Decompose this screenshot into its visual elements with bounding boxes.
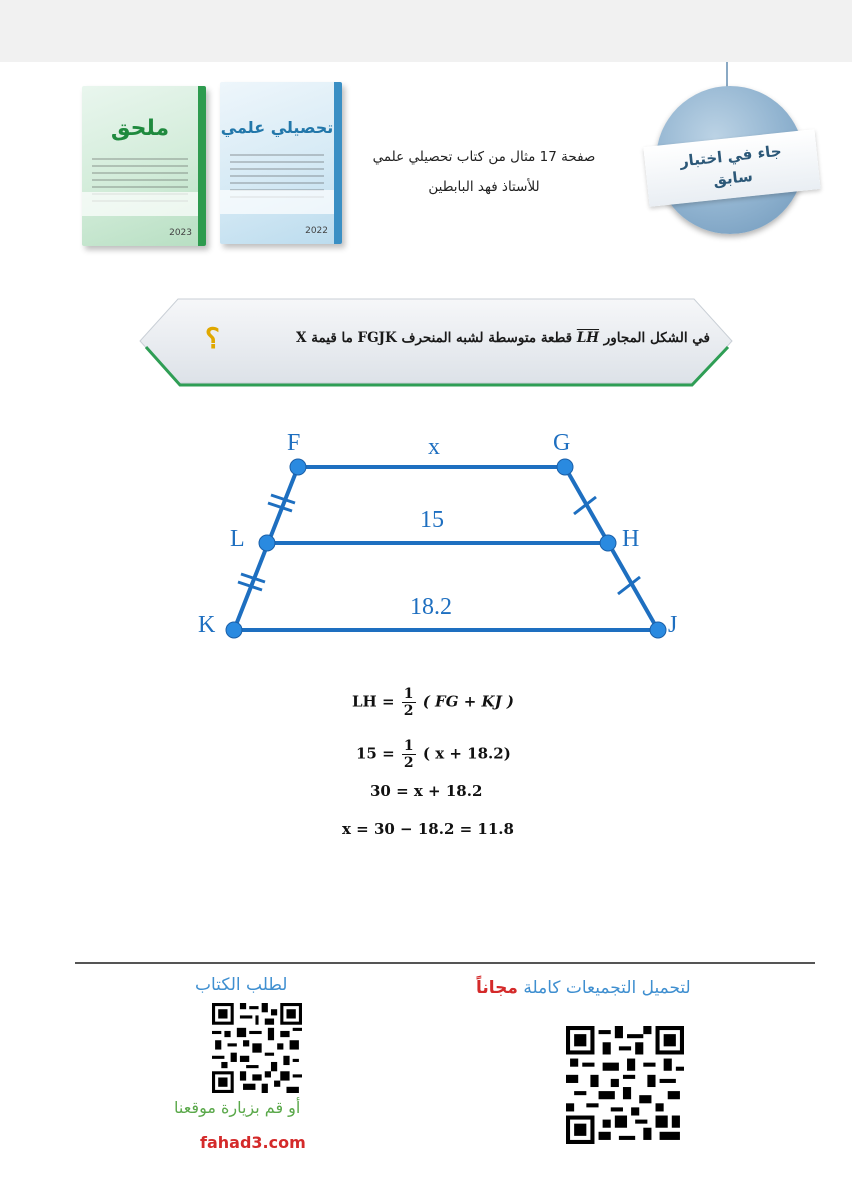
download-text: لتحميل التجميعات كاملة [523, 978, 691, 998]
cover-band [82, 192, 198, 216]
appendix-book-year: 2023 [169, 228, 192, 238]
label-f: F [287, 430, 301, 456]
point-k [226, 622, 242, 638]
tahsili-book-title: تحصيلي علمي [220, 118, 334, 137]
source-line-2: للأستاذ فهد البابطين [428, 179, 540, 195]
question-text [190, 330, 710, 354]
trapezoid-figure [190, 425, 690, 660]
badge-line-2: سابق [712, 166, 754, 189]
equation-1 [352, 686, 514, 719]
eq1-right: ( FG + KJ ) [422, 692, 514, 711]
point-j [650, 622, 666, 638]
label-midsegment: 15 [420, 507, 444, 533]
free-text: مجاناً [476, 978, 518, 998]
point-l [259, 535, 275, 551]
point-f [290, 459, 306, 475]
appendix-book-title: ملحق [110, 116, 170, 141]
label-j: J [668, 612, 678, 638]
eq1-left: LH = [352, 692, 395, 711]
appendix-book-cover [82, 86, 206, 246]
label-l: L [230, 526, 245, 552]
eq1-numerator: 1 [403, 686, 414, 702]
equation-2 [356, 738, 511, 771]
order-book-label: لطلب الكتاب [195, 975, 288, 995]
equation-3: 30 = x + 18.2 [370, 782, 483, 800]
label-top-base: x [428, 434, 440, 460]
point-h [600, 535, 616, 551]
eq2-left: 15 = [356, 744, 395, 763]
label-h: H [622, 526, 640, 552]
badge-line-1: جاء في اختبار [679, 141, 783, 171]
label-bottom-base: 18.2 [410, 594, 452, 620]
source-reference [350, 142, 618, 202]
segment-lh: $\overline{LH}$ [576, 330, 600, 346]
eq1-denominator: 2 [403, 703, 414, 719]
tahsili-book-year: 2022 [305, 226, 328, 236]
eq2-denominator: 2 [403, 755, 414, 771]
equation-4: x = 30 − 18.2 = 11.8 [342, 820, 514, 838]
visit-site-label: أو قم بزيارة موقعنا [174, 1098, 301, 1117]
question-text-after: قطعة متوسطة لشبه المنحرف FGJK ما قيمة X [296, 330, 573, 346]
eq2-fraction [402, 738, 416, 771]
download-qr-code[interactable] [566, 1026, 684, 1144]
label-k: K [198, 612, 216, 638]
cover-band [220, 190, 334, 214]
footer-divider [75, 962, 815, 964]
label-g: G [553, 430, 571, 456]
download-label [476, 978, 691, 998]
question-text-before: في الشكل المجاور [603, 330, 710, 346]
site-url-link[interactable]: fahad3.com [200, 1133, 306, 1152]
eq2-numerator: 1 [403, 738, 414, 754]
source-line-1: صفحة 17 مثال من كتاب تحصيلي علمي [372, 149, 596, 165]
eq1-fraction [402, 686, 416, 719]
question-mark-icon: ؟ [205, 322, 220, 355]
order-qr-code[interactable] [212, 1003, 302, 1093]
point-g [557, 459, 573, 475]
tahsili-book-cover [220, 82, 342, 244]
eq2-right: ( x + 18.2) [422, 744, 511, 763]
